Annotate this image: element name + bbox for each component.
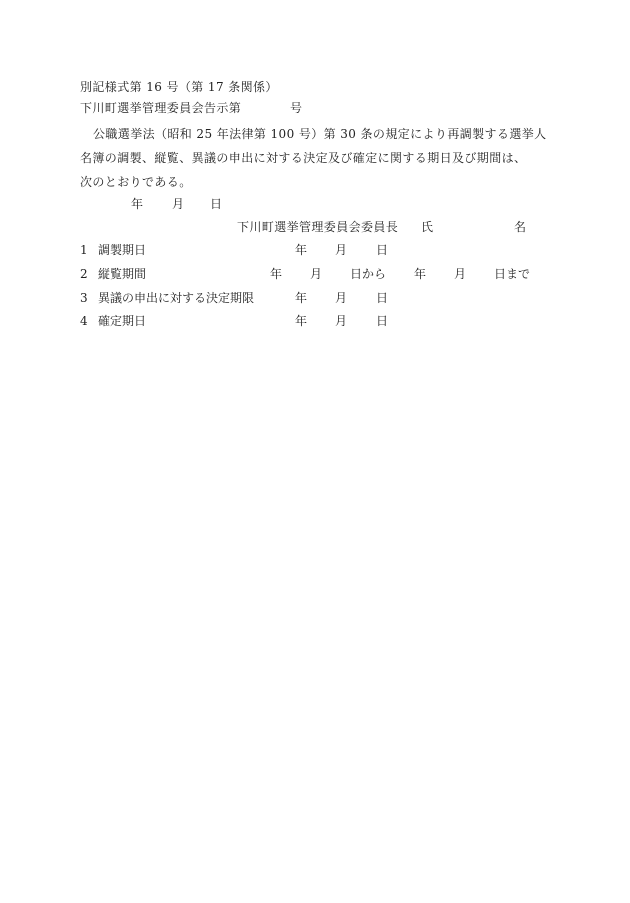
item-label: 調製期日 [98,243,147,257]
body-line-1: 公職選挙法（昭和 25 年法律第 100 号）第 30 条の規定により再調製する選挙人 [93,127,547,141]
item-day: 日 [376,243,389,257]
date-year: 年 [131,197,144,211]
notice-heading [80,101,303,115]
item-month-end: 月 [454,267,467,281]
item-number: 4 [80,314,88,328]
item-month: 月 [335,243,348,257]
item-year: 年 [295,291,308,305]
item-month: 月 [335,291,348,305]
date-day: 日 [210,197,223,211]
item-year: 年 [295,314,308,328]
item-label: 縦覧期間 [98,267,147,281]
signer-title: 下川町選挙管理委員会委員長 [237,220,399,234]
date-month: 月 [172,197,185,211]
item-number: 1 [80,243,88,257]
list-item [80,243,560,257]
notice-number-label: 号 [290,101,303,115]
item-until: 日まで [494,267,531,281]
item-year: 年 [295,243,308,257]
list-item [80,291,560,305]
signer-mei: 名 [514,220,527,234]
body-line-2: 名簿の調製、縦覧、異議の申出に対する決定及び確定に関する期日及び期間は、 [80,151,527,165]
form-title: 別記様式第 16 号（第 17 条関係） [80,80,278,94]
list-item [80,267,560,281]
item-year-end: 年 [414,267,427,281]
item-day: 日 [376,314,389,328]
notice-heading-text: 下川町選挙管理委員会告示第 [80,101,242,115]
item-label: 異議の申出に対する決定期限 [98,291,255,305]
item-number: 2 [80,267,88,281]
item-month: 月 [310,267,323,281]
item-number: 3 [80,291,88,305]
item-month: 月 [335,314,348,328]
body-line-3: 次のとおりである。 [80,175,192,189]
signer-shi: 氏 [421,220,434,234]
list-item [80,314,560,328]
item-from: 日から [350,267,387,281]
item-label: 確定期日 [98,314,147,328]
item-year: 年 [270,267,283,281]
signer [237,220,527,234]
item-day: 日 [376,291,389,305]
